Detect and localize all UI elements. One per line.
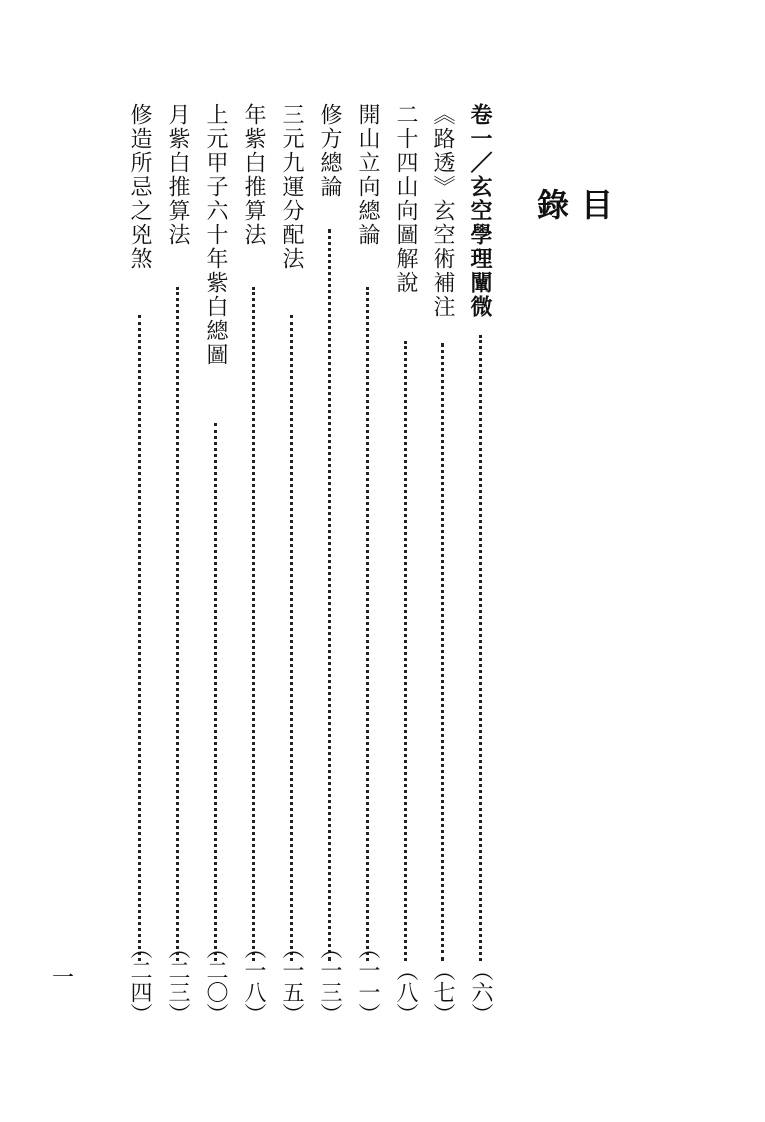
toc-page-number: （一三） [317, 937, 342, 1025]
toc-entry[interactable] [239, 103, 267, 1025]
toc-page-number: （一一） [355, 937, 380, 1025]
folio-page-number: 一 [52, 966, 75, 991]
toc-entry[interactable] [391, 103, 419, 1025]
dot-leader [176, 287, 179, 961]
toc-page-number: （二三） [165, 937, 190, 1025]
toc-entry[interactable] [353, 103, 381, 1025]
dot-leader [290, 315, 293, 961]
toc-page-number: （一五） [279, 937, 304, 1025]
toc-entry[interactable] [201, 103, 229, 1025]
dot-leader [214, 423, 217, 961]
toc-entry-label: 上元甲子六十年紫白總圖 [203, 103, 228, 367]
toc-entry-label: 三元九運分配法 [279, 103, 304, 271]
toc-entry[interactable] [277, 103, 305, 1025]
toc-entry[interactable] [466, 103, 494, 1025]
dot-leader [138, 315, 141, 961]
toc-entry-label: 年紫白推算法 [241, 103, 266, 247]
toc-entry[interactable] [163, 103, 191, 1025]
toc-entry[interactable] [315, 103, 343, 1025]
page-title: 目 錄 [532, 188, 614, 272]
toc-entry-label: 卷一／玄空學理闡微 [467, 103, 493, 319]
dot-leader [252, 287, 255, 961]
toc-entry-label: 修造所忌之兇煞 [127, 103, 152, 271]
dot-leader [404, 341, 407, 961]
dot-leader [366, 287, 369, 961]
dot-leader [441, 343, 444, 961]
toc-page-number: （六） [468, 959, 493, 1025]
toc-page-number: （二四） [127, 937, 152, 1025]
toc-entry[interactable] [428, 103, 456, 1025]
toc-page-number: （八） [393, 959, 418, 1025]
toc-entry-label: 修方總論 [317, 103, 342, 199]
toc-page-number: （七） [430, 959, 455, 1025]
dot-leader [328, 229, 331, 961]
toc-entry-label: 月紫白推算法 [165, 103, 190, 247]
toc-entry-label: 《路透》玄空術補注 [430, 103, 455, 319]
toc-entry-label: 二十四山向圖解說 [393, 103, 418, 295]
toc-page-number: （一八） [241, 937, 266, 1025]
toc-entry[interactable] [125, 103, 153, 1025]
dot-leader [479, 335, 482, 961]
toc-page-number: （二〇） [203, 937, 228, 1025]
toc-entry-label: 開山立向總論 [355, 103, 380, 247]
